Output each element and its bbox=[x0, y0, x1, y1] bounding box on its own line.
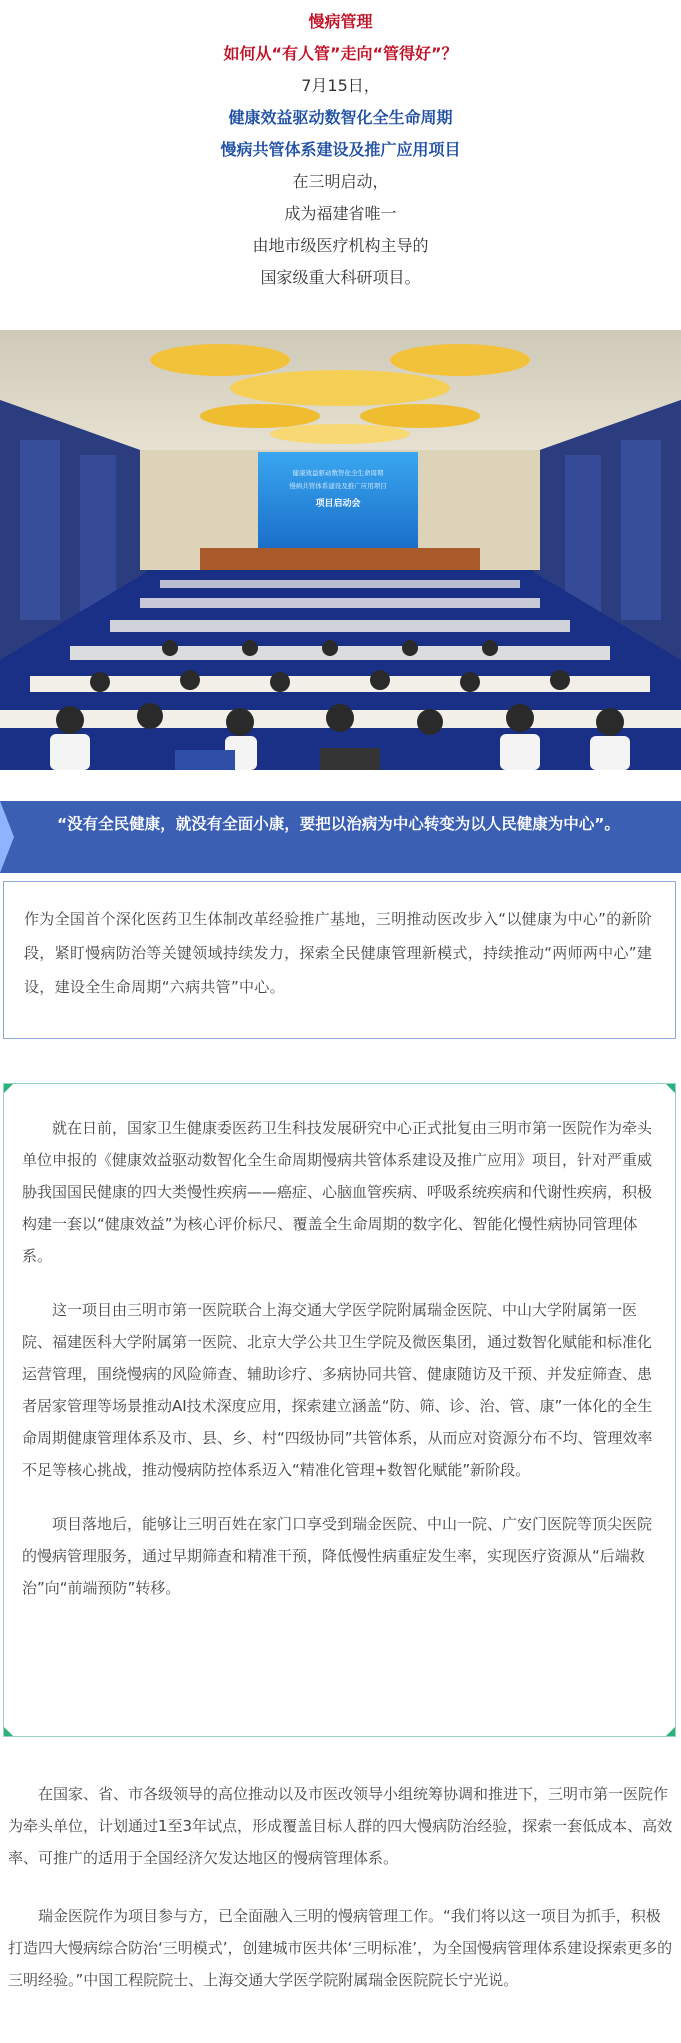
article-body bbox=[8, 1778, 673, 2022]
intro-heading-2: 如何从“有人管”走向“管得好”？ bbox=[223, 44, 458, 63]
project-paragraph-2: 这一项目由三明市第一医院联合上海交通大学医学院附属瑞金医院、中山大学附属第一医院、福建医科大学附属第一医院、北京大学公共卫生学院及微医集团，通过数智化赋能和标准化运营管理，围绕慢病的风险筛查、辅助诊疗、多病协同共管、健康随访及干预、并发症筛查、患者居家管理等场景推动AI技术深度应用，探索建立涵盖“防、筛、诊、治、管、康”一体化的全生命周期健康管理体系及市、县、乡、村“四级协同”共管体系，从而应对资源分布不均、管理效率不足等核心挑战，推动慢病防控体系迈入“精准化管理+数智化赋能”新阶段。 bbox=[22, 1301, 653, 1479]
screen-text-1: 健康效益驱动数智化全生命周期 bbox=[292, 469, 384, 477]
intro-line-6: 在三明启动， bbox=[292, 172, 389, 191]
intro-line-8: 由地市级医疗机构主导的 bbox=[252, 236, 429, 255]
project-paragraph-3: 项目落地后，能够让三明百姓在家门口享受到瑞金医院、中山一院、广安门医院等顶尖医院的慢病管理服务，通过早期筛查和精准干预，降低慢性病重症发生率，实现医疗资源从“后端救治”向“前端预防”转移。 bbox=[22, 1515, 653, 1597]
corner-decoration-icon bbox=[4, 1727, 13, 1736]
corner-decoration-icon bbox=[666, 1727, 675, 1736]
quote-banner bbox=[0, 801, 681, 873]
corner-decoration-icon bbox=[4, 1084, 13, 1093]
body-paragraph-1: 在国家、省、市各级领导的高位推动以及市医改领导小组统筹协调和推进下，三明市第一医院作为牵头单位，计划通过1至3年试点，形成覆盖目标人群的四大慢病防治经验，探索一套低成本、高效率、可推广的适用于全国经济欠发达地区的慢病管理体系。 bbox=[8, 1785, 673, 1867]
intro-section bbox=[0, 0, 681, 294]
project-paragraph-1: 就在日前，国家卫生健康委医药卫生科技发展研究中心正式批复由三明市第一医院作为牵头单位申报的《健康效益驱动数智化全生命周期慢病共管体系建设及推广应用》项目，针对严重威胁我国国民健康的四大类慢性疾病——癌症、心脑血管疾病、呼吸系统疾病和代谢性疾病，积极构建一套以“健康效益”为核心评价标尺、覆盖全生命周期的数字化、智能化慢性病协同管理体系。 bbox=[22, 1119, 653, 1265]
body-paragraph-2: 瑞金医院作为项目参与方，已全面融入三明的慢病管理工作。“我们将以这一项目为抓手，积极打造四大慢病综合防治‘三明模式’，创建城市医共体‘三明标准’，为全国慢病管理体系建设探索更多的三明经验。”中国工程院院士、上海交通大学医学院附属瑞金医院院长宁光说。 bbox=[8, 1907, 673, 1989]
screen-title: 项目启动会 bbox=[315, 499, 361, 509]
quote-marker-icon bbox=[0, 801, 14, 873]
intro-box bbox=[3, 881, 676, 1039]
intro-line-7: 成为福建省唯一 bbox=[284, 204, 397, 223]
intro-heading-1: 慢病管理 bbox=[308, 12, 373, 31]
intro-project-title-1: 健康效益驱动数智化全生命周期 bbox=[228, 108, 453, 127]
conference-photo bbox=[0, 330, 681, 770]
screen-text-2: 慢病共管体系建设及推广应用项目 bbox=[289, 482, 387, 490]
intro-line-9: 国家级重大科研项目。 bbox=[260, 268, 421, 287]
quote-text: “没有全民健康，就没有全面小康，要把以治病为中心转变为以人民健康为中心”。 bbox=[57, 815, 620, 833]
corner-decoration-icon bbox=[666, 1084, 675, 1093]
intro-project-title-2: 慢病共管体系建设及推广应用项目 bbox=[220, 140, 461, 159]
project-box bbox=[3, 1083, 676, 1737]
intro-date: 7月15日， bbox=[301, 76, 380, 95]
intro-box-text: 作为全国首个深化医药卫生体制改革经验推广基地，三明推动医改步入“以健康为中心”的新阶段，紧盯慢病防治等关键领域持续发力，探索全民健康管理新模式，持续推动“两师两中心”建设，建设全生命周期“六病共管”中心。 bbox=[24, 910, 653, 996]
